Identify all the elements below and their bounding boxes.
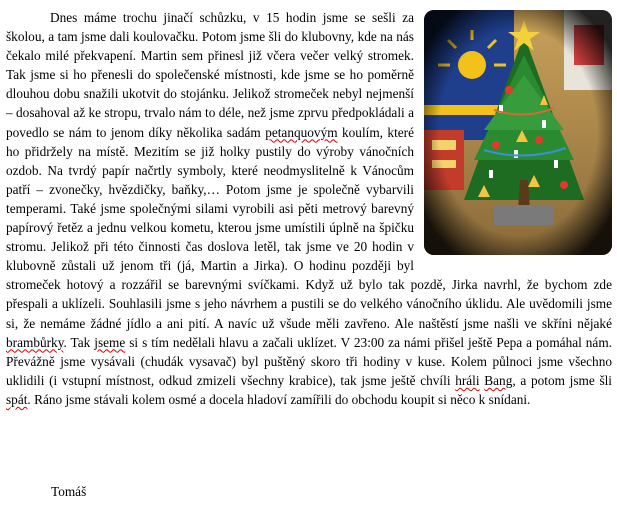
article-text-part-7: . Ráno jsme stávali kolem osmé a docela hladoví zamířili do obchodu koupit si něco k snídani. bbox=[27, 391, 531, 407]
article-text-part-1: Dnes máme trochu jinačí schůzku, v 15 hodin jsme se sešli za školou, a tam jsme dali koulovačku. Potom jsme šli do klubovny, kde na nás čekalo milé překvapení. Martin sem přinesl již včera večer velký stromek. Tak jsme si ho přenesli do společenské místnosti, kde jsme se ho poměrně dlouhou dobu snažili ukotvit do stojánku. Jelikož stromeček nebyl nejmenší – dosahoval až ke stropu, trvalo nám to déle, než jsme zprvu předpokládali a povedlo se nám to jenom díky několika sadám bbox=[6, 10, 414, 140]
spellcheck-word-petanque: petanquovým bbox=[265, 124, 338, 140]
spellcheck-word-brambury: brambůrky bbox=[6, 334, 64, 350]
spellcheck-word-spat: spát bbox=[6, 391, 28, 407]
spellcheck-word-hrali: hráli bbox=[455, 372, 480, 388]
article-text-part-4: si s tím nedělali hlavu a začali uklízet. V 23:00 za námi přišel ještě Pepa a pomáhal nám. Převážně jsme vysávali (chudák vysavač) byl puštěný skoro tři hodiny v kuse. Kolem půlnoci jsme všechno uklidili (i vstupní místnost, odkud zmizeli všechny krabice), tak jsme ještě chvíli bbox=[6, 334, 613, 388]
spellcheck-word-jseme: jseme bbox=[94, 334, 126, 350]
article-text-part-2: koulím, které ho přidržely na místě. Mezitím se již holky pustily do výroby vánočních ozdob. Na tvrdý papír načrtly symboly, které neodmyslitelně k Vánocům patří – zvonečky, hvězdičky, baňky,… Potom jsme je společně vybarvili temperami. Také jsme společnými silami vyrobili asi pěti metrový barevný papírový řetěz a jednu velkou kometu, kterou jsme umístili úplně na špičku stromu. Jelikož při této činnosti čas doslova letěl, tak jsme ve 20 hodin v klubovně zůstali už jenom tři (já, Martin a Jirka). O hodinu později byl stromeček hotový a rozzářil se barevnými svíčkami. Když už bylo tak pozdě, Jirka navrhl, že bychom zde přespali a uklízeli. Souhlasili jsme s jeho návrhem a pustili se do velkého vánočního úklidu. Ale uvědomili jsme si, že nemáme žádné jídlo a ani pití. A navíc už všude měli zavřeno. Ale naštěstí jsme našli ve skříni nějaké bbox=[6, 124, 612, 331]
photo-wrap-spacer bbox=[414, 8, 612, 260]
spellcheck-word-bang: Bang bbox=[484, 372, 513, 388]
article-text-part-3: . Tak bbox=[63, 334, 95, 350]
author-signature: Tomáš bbox=[51, 484, 87, 499]
article-body bbox=[6, 8, 612, 409]
article-text-part-6: , a potom jsme šli bbox=[512, 372, 613, 388]
